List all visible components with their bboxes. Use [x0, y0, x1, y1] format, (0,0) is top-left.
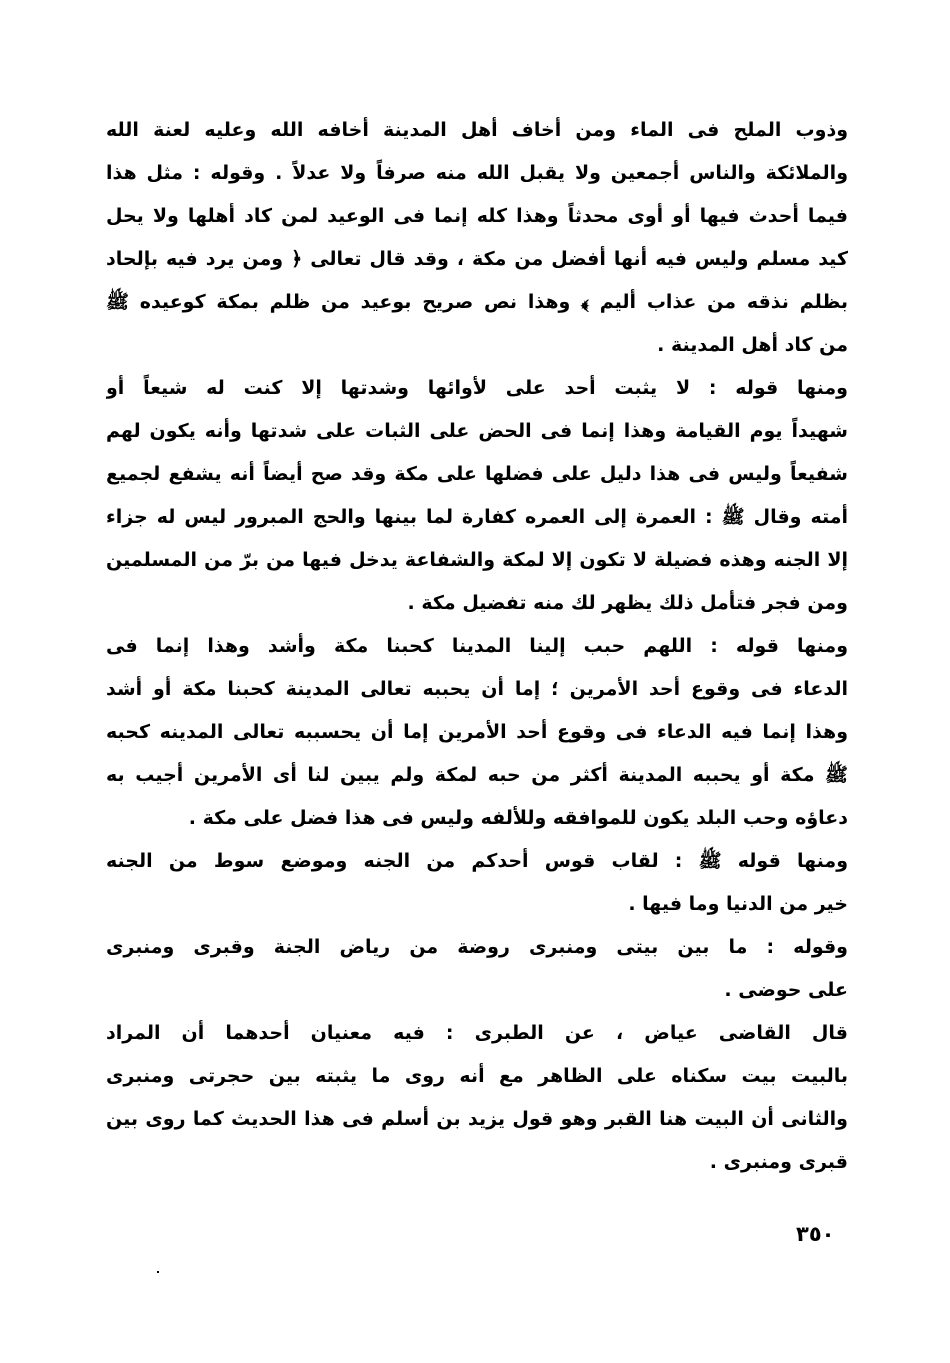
text-line: على حوضى .: [724, 979, 848, 1001]
text-line: ومنها قوله : لا يثبت أحد على لأوائها وشدتها إلا كنت له شيعاً أو: [106, 377, 848, 399]
text-line: قال القاضى عياض ، عن الطبرى : فيه معنيان أحدهما أن المراد: [106, 1022, 848, 1044]
text-line: ومنها قوله : اللهم حبب إلينا المدينا كحبنا مكة وأشد وهذا إنما فى: [106, 635, 848, 657]
text-line: قبرى ومنبرى .: [709, 1151, 848, 1173]
text-line: كيد مسلم وليس فيه أنها أفضل من مكة ، وقد قال تعالى ﴿ ومن يرد فيه بإلحاد: [106, 248, 848, 270]
text-line: بظلم نذقه من عذاب أليم ﴾ وهذا نص صريح بوعيد من ظلم بمكة كوعيده ﷺ: [106, 291, 848, 313]
text-line: الدعاء فى وقوع أحد الأمرين ؛ إما أن يحببه تعالى المدينة كحبنا مكة أو أشد: [106, 678, 848, 700]
text-line: شفيعاً وليس فى هذا دليل على فضلها على مكة وقد صح أيضاً أنه يشفع لجميع: [106, 463, 848, 485]
text-line: والملائكة والناس أجمعين ولا يقبل الله منه صرفاً ولا عدلاً . وقوله : مثل هذا: [106, 162, 848, 184]
body-text: [106, 109, 848, 1184]
text-line: شهيداً يوم القيامة وهذا إنما فى الحض على الثبات على شدتها وأنه يكون لهم: [106, 420, 848, 442]
text-line: ومن فجر فتأمل ذلك يظهر لك منه تفضيل مكة .: [407, 592, 848, 614]
text-line: أمته وقال ﷺ : العمرة إلى العمره كفارة لما بينها والحج المبرور ليس له جزاء: [106, 506, 848, 528]
text-line: والثانى أن البيت هنا القبر وهو قول يزيد بن أسلم فى هذا الحديث كما روى بين: [106, 1108, 848, 1130]
text-line: بالبيت بيت سكناه على الظاهر مع أنه روى ما يثبته بين حجرتى ومنبرى: [106, 1065, 848, 1087]
text-line: وقوله : ما بين بيتى ومنبرى روضة من رياض الجنة وقبرى ومنبرى: [106, 936, 848, 958]
page-number: ٣٥٠: [796, 1222, 835, 1246]
text-line: وهذا إنما فيه الدعاء فى وقوع أحد الأمرين إما أن يحسببه تعالى المدينه كحبه: [106, 721, 848, 743]
text-line: ومنها قوله ﷺ : لقاب قوس أحدكم من الجنه وموضع سوط من الجنه: [106, 850, 848, 872]
text-line: خير من الدنيا وما فيها .: [628, 893, 848, 915]
text-line: ﷺ مكة أو يحببه المدينة أكثر من حبه لمكة ولم يبين لنا أى الأمرين أجيب به: [106, 764, 848, 786]
scan-speck: [157, 1271, 159, 1273]
text-line: من كاد أهل المدينة .: [657, 334, 848, 356]
text-line: فيما أحدث فيها أو أوى محدثاً وهذا كله إنما فى الوعيد لمن كاد أهلها ولا يحل: [106, 205, 848, 227]
text-line: إلا الجنه وهذه فضيلة لا تكون إلا لمكة والشفاعة يدخل فيها من برّ من المسلمين: [106, 549, 848, 571]
text-line: وذوب الملح فى الماء ومن أخاف أهل المدينة أخافه الله وعليه لعنة الله: [106, 119, 848, 141]
text-line: دعاؤه وحب البلد يكون للموافقه وللألفه وليس فى هذا فضل على مكة .: [188, 807, 848, 829]
